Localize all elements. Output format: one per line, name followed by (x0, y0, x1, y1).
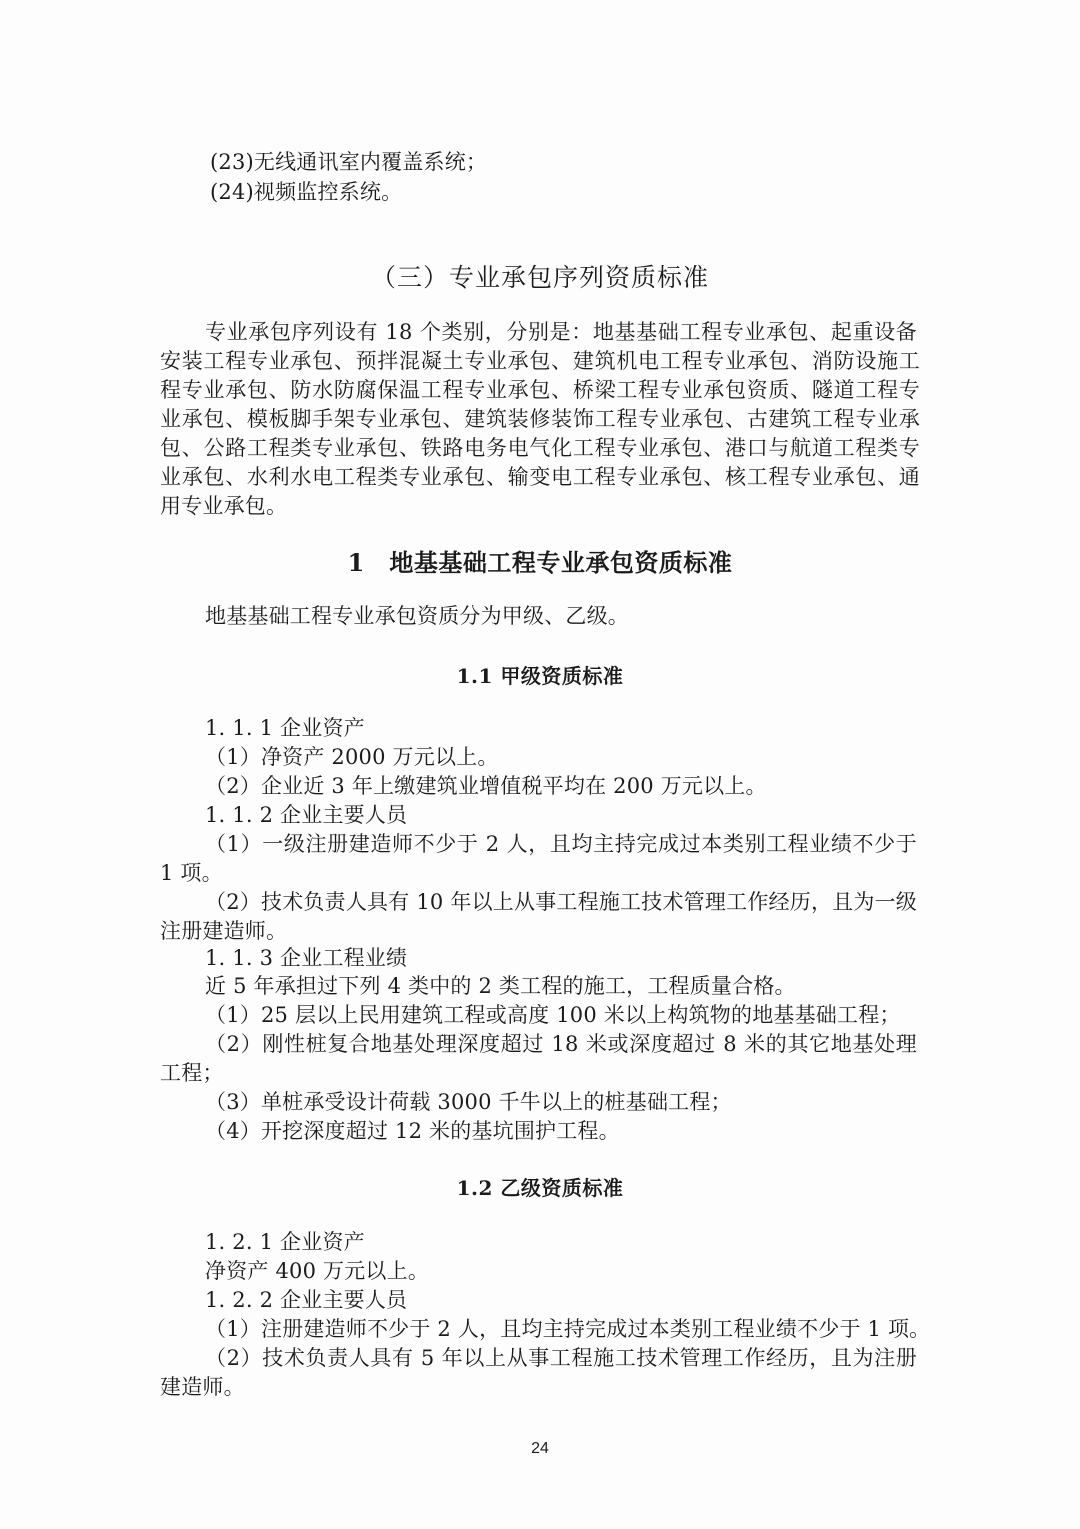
grade-b-title: 1.2 乙级资质标准 (456, 1176, 624, 1200)
intro-line-4: 业承包、模板脚手架专业承包、建筑装修装饰工程专业承包、古建筑工程专业承 (160, 407, 920, 431)
grade-a-line: 1. 1. 2 企业主要人员 (205, 803, 408, 827)
grade-a-line: （4）开挖深度超过 12 米的基坑围护工程。 (205, 1119, 620, 1143)
grade-a-line: 工程； (160, 1061, 224, 1085)
section-title: （三）专业承包序列资质标准 (370, 263, 709, 292)
list-item-23: (23)无线通讯室内覆盖系统； (210, 150, 488, 174)
grade-a-title: 1.1 甲级资质标准 (456, 664, 624, 688)
grade-b-line: 1. 2. 1 企业资产 (205, 1230, 365, 1254)
intro-line-1: 专业承包序列设有 18 个类别，分别是：地基基础工程专业承包、起重设备 (205, 320, 917, 344)
grade-a-line: 1 项。 (160, 861, 223, 885)
intro-line-6: 业承包、水利水电工程类专业承包、输变电工程专业承包、核工程专业承包、通 (160, 465, 920, 489)
page-number: 24 (531, 1440, 549, 1457)
grade-a-line: 近 5 年承担过下列 4 类中的 2 类工程的施工，工程质量合格。 (205, 974, 796, 998)
intro-line-5: 包、公路工程类专业承包、铁路电务电气化工程专业承包、港口与航道工程类专 (160, 436, 920, 460)
grade-a-line: （2）技术负责人具有 10 年以上从事工程施工技术管理工作经历，且为一级 (205, 890, 917, 914)
grade-b-line: （2）技术负责人具有 5 年以上从事工程施工技术管理工作经历，且为注册 (205, 1346, 917, 1370)
grade-b-line: 建造师。 (160, 1375, 245, 1399)
grade-a-line: 1. 1. 1 企业资产 (205, 716, 365, 740)
grade-b-line: 1. 2. 2 企业主要人员 (205, 1288, 408, 1312)
grade-a-line: （1）一级注册建造师不少于 2 人，且均主持完成过本类别工程业绩不少于 (205, 832, 917, 856)
grade-a-line: 注册建造师。 (160, 919, 288, 943)
subsection-intro: 地基基础工程专业承包资质分为甲级、乙级。 (205, 604, 629, 628)
grade-a-line: （1）25 层以上民用建筑工程或高度 100 米以上构筑物的地基基础工程； (205, 1003, 901, 1027)
list-item-24: (24)视频监控系统。 (210, 180, 403, 204)
grade-b-line: 净资产 400 万元以上。 (205, 1259, 430, 1283)
grade-b-line: （1）注册建造师不少于 2 人，且均主持完成过本类别工程业绩不少于 1 项。 (205, 1317, 931, 1341)
intro-line-2: 安装工程专业承包、预拌混凝土专业承包、建筑机电工程专业承包、消防设施工 (160, 349, 920, 373)
intro-line-3: 程专业承包、防水防腐保温工程专业承包、桥梁工程专业承包资质、隧道工程专 (160, 378, 920, 402)
intro-line-7: 用专业承包。 (160, 494, 288, 518)
grade-a-line: 1. 1. 3 企业工程业绩 (205, 946, 408, 970)
grade-a-line: （1）净资产 2000 万元以上。 (205, 745, 499, 769)
grade-a-line: （2）刚性桩复合地基处理深度超过 18 米或深度超过 8 米的其它地基处理 (205, 1032, 917, 1056)
subsection-title: 1 地基基础工程专业承包资质标准 (347, 548, 733, 577)
grade-a-line: （2）企业近 3 年上缴建筑业增值税平均在 200 万元以上。 (205, 774, 767, 798)
grade-a-line: （3）单桩承受设计荷载 3000 千牛以上的桩基础工程； (205, 1090, 732, 1114)
